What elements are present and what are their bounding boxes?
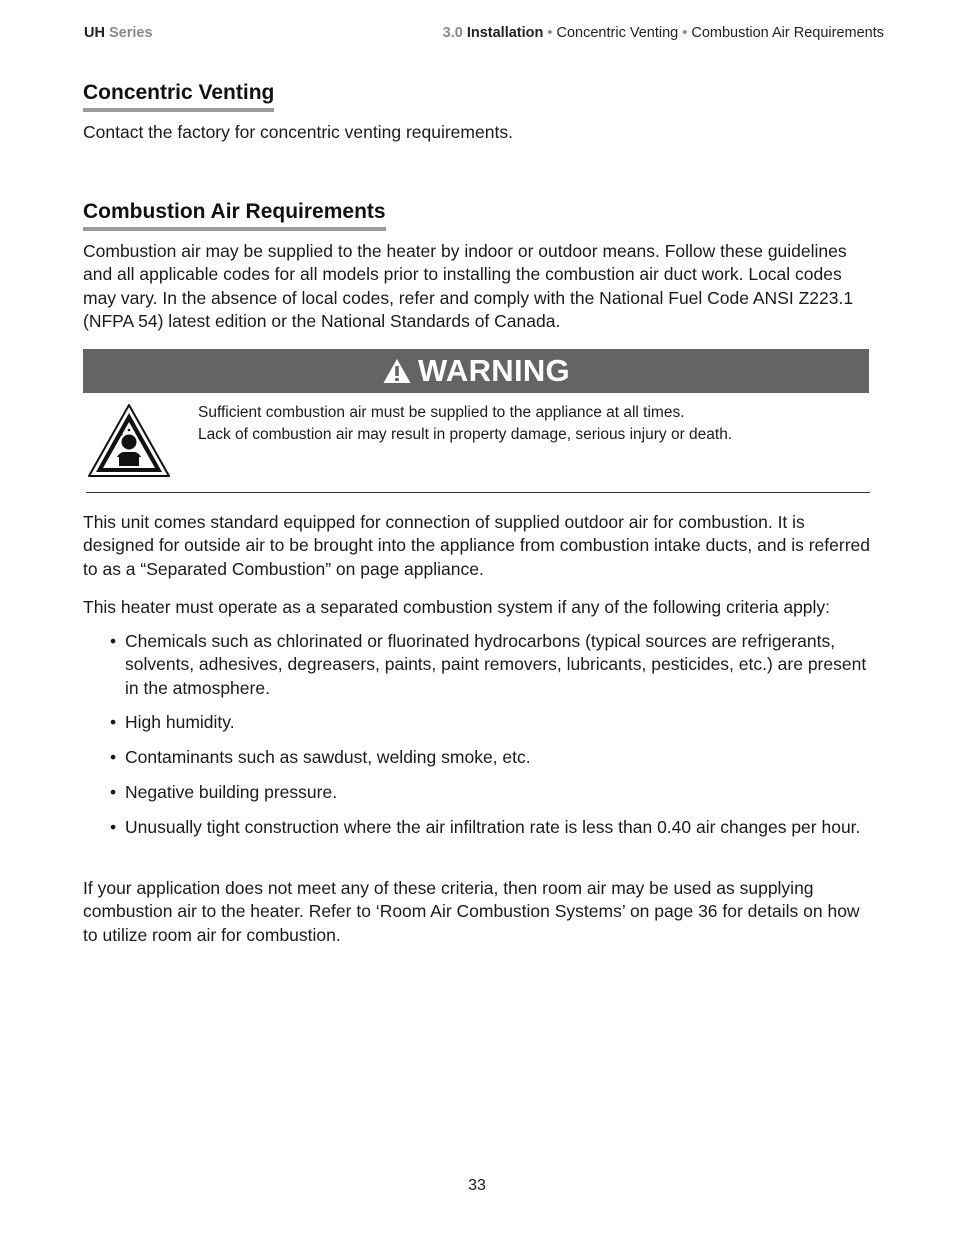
series-suffix: Series xyxy=(108,25,153,41)
warning-label: WARNING xyxy=(418,353,570,388)
list-item: • High humidity. xyxy=(108,711,868,734)
concentric-venting-text: Contact the factory for concentric venting requirements. xyxy=(83,122,513,142)
page-number: 33 xyxy=(468,1177,486,1194)
list-item: • Contaminants such as sawdust, welding smoke, etc. xyxy=(108,746,868,769)
breadcrumb-separator: • xyxy=(682,25,688,41)
warning-line-1: Sufficient combustion air must be supplied to the appliance at all times. xyxy=(198,404,685,421)
hazardous-fumes-icon xyxy=(86,402,172,480)
series-prefix: UH xyxy=(84,25,105,41)
breadcrumb-separator: • xyxy=(547,25,553,41)
list-item: • Unusually tight construction where the air infiltration rate is less than 0.40 air changes per hour. xyxy=(108,816,868,839)
section-name: Installation xyxy=(466,25,544,41)
warning-divider xyxy=(86,492,870,493)
concentric-venting-heading: Concentric Venting xyxy=(83,81,274,112)
combustion-air-heading: Combustion Air Requirements xyxy=(83,200,386,231)
breadcrumb xyxy=(443,25,884,41)
running-header xyxy=(84,25,884,43)
product-series xyxy=(84,25,153,41)
list-item: • Negative building pressure. xyxy=(108,781,868,804)
breadcrumb-item-combustion: Combustion Air Requirements xyxy=(691,25,884,41)
warning-banner xyxy=(83,349,869,393)
list-item: • Chemicals such as chlorinated or fluorinated hydrocarbons (typical sources are refrigerants, solvents, adhesives, degreasers, paints, paint removers, lubricants, pesticides, etc.) are present in the atmosphere. xyxy=(108,630,868,700)
combustion-air-intro: Combustion air may be supplied to the heater by indoor or outdoor means. Follow these guidelines and all applicable codes for all models prior to installing the combustion air duct work. Local codes may vary. In the absence of local codes, refer and comply with the National Fuel Code ANSI Z223.1 (NFPA 54) latest edition or the National Standards of Canada. xyxy=(83,241,854,331)
section-number: 3.0 xyxy=(442,25,463,41)
warning-message xyxy=(198,402,732,445)
criteria-intro: This heater must operate as a separated combustion system if any of the following criteria apply: xyxy=(83,597,831,617)
breadcrumb-item-concentric: Concentric Venting xyxy=(556,25,679,41)
warning-line-2: Lack of combustion air may result in property damage, serious injury or death. xyxy=(198,425,733,443)
warning-triangle-icon xyxy=(382,357,412,385)
criteria-list xyxy=(108,630,868,851)
room-air-text: If your application does not meet any of these criteria, then room air may be used as supplying combustion air to the heater. Refer to ‘Room Air Combustion Systems’ on page 36 for details on how to utilize room air for combustion. xyxy=(83,878,860,945)
separated-combustion-text: This unit comes standard equipped for connection of supplied outdoor air for combustion. It is designed for outside air to be brought into the appliance from combustion intake ducts, and is referred to as a “Separated Combustion” on page appliance. xyxy=(83,512,870,579)
